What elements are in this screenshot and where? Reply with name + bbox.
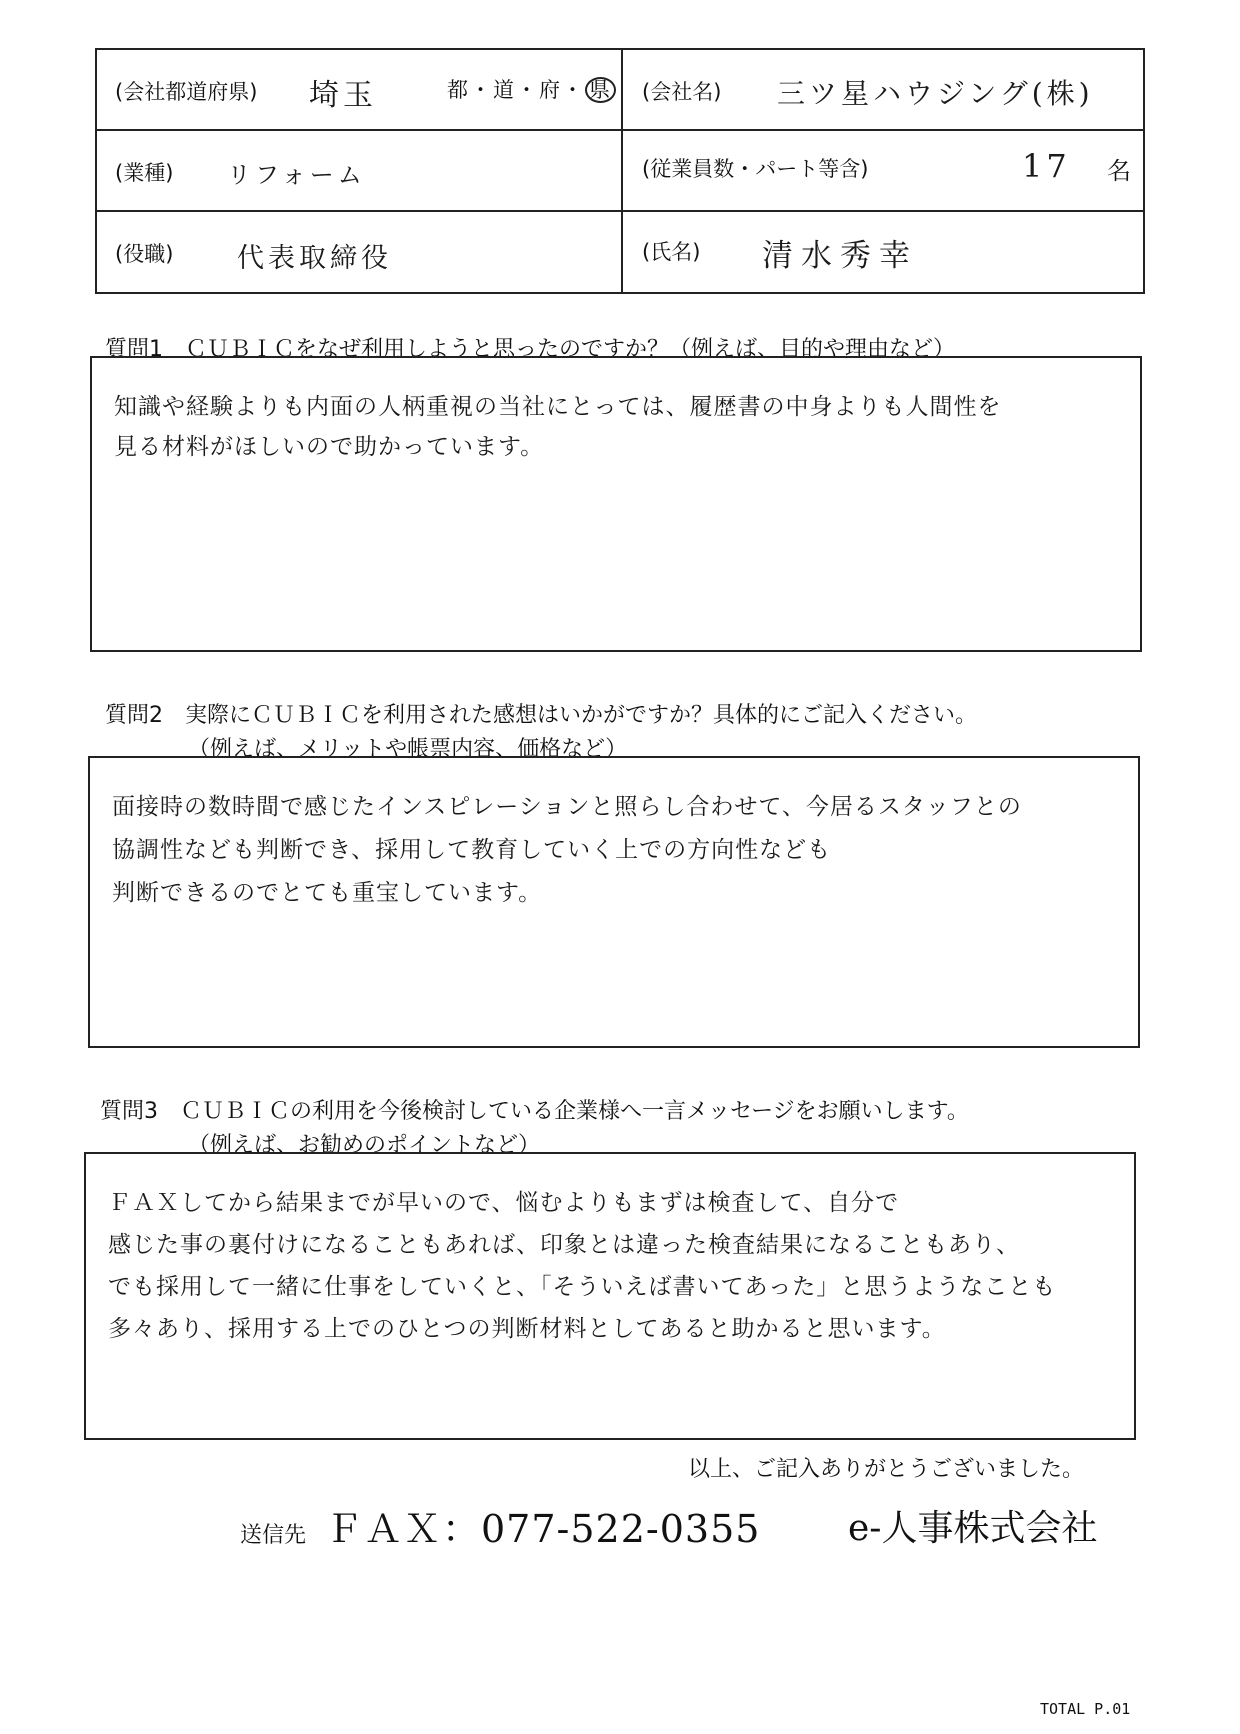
question-3-answer-line-4: 多々あり、採用する上でのひとつの判断材料としてあると助かると思います。 xyxy=(108,1316,946,1342)
question-3-answer-box xyxy=(84,1152,1136,1440)
question-2-answer-box xyxy=(88,756,1140,1048)
company-name-label: (会社名) xyxy=(642,80,722,104)
prefecture-suffix-group: 都・道・府・ 県 xyxy=(447,74,616,104)
recipient-company-name: e-人事株式会社 xyxy=(848,1508,1098,1549)
industry-value: リフォーム xyxy=(227,161,366,189)
question-3-answer-line-1: ＦＡＸしてから結果までが早いので、悩むよりもまずは検査して、自分で xyxy=(108,1190,900,1216)
prefecture-suffix-fu: 府 xyxy=(539,78,562,102)
question-1-answer-line-1: 知識や経験よりも内面の人柄重視の当社にとっては、履歴書の中身よりも人間性を xyxy=(114,394,1002,420)
question-1-answer-box xyxy=(90,356,1142,652)
full-name-value: 清水秀幸 xyxy=(762,238,918,274)
question-2-subheading: （例えば、メリットや帳票内容、価格など） xyxy=(188,737,628,762)
info-row-position-name xyxy=(97,212,1143,294)
prefecture-suffix-ken-circled: 県 xyxy=(585,77,616,103)
question-2-answer-line-1: 面接時の数時間で感じたインスピレーションと照らし合わせて、今居るスタッフとの xyxy=(112,794,1022,820)
question-2-answer-line-2: 協調性なども判断でき、採用して教育していく上での方向性なども xyxy=(112,837,832,863)
employees-label: (従業員数・パート等含) xyxy=(642,157,869,181)
question-2-answer-line-3: 判断できるのでとても重宝しています。 xyxy=(112,880,543,906)
prefecture-suffix-do: 道 xyxy=(493,78,516,102)
question-2-heading: 質問2 実際にＣＵＢＩＣを利用された感想はいかがですか？具体的にご記入ください。 xyxy=(105,703,977,728)
company-name-value: 三ツ星ハウジング(株) xyxy=(777,77,1094,110)
respondent-info-table xyxy=(95,48,1145,294)
employees-unit: 名 xyxy=(1107,157,1131,185)
position-label: (役職) xyxy=(115,242,174,266)
fax-number: ＦＡＸ：077-522-0355 xyxy=(325,1507,761,1551)
info-row-prefecture-company xyxy=(97,50,1143,131)
info-row-industry-employees xyxy=(97,131,1143,212)
position-value: 代表取締役 xyxy=(237,243,392,274)
question-3-answer-line-3: でも採用して一緒に仕事をしていくと、「そういえば書いてあった」と思うようなことも xyxy=(108,1274,1057,1300)
prefecture-label: (会社都道府県) xyxy=(115,80,258,104)
prefecture-value: 埼玉 xyxy=(309,78,377,113)
question-3-heading: 質問3 ＣＵＢＩＣの利用を今後検討している企業様へ一言メッセージをお願いします。 xyxy=(100,1099,969,1124)
question-1-answer-line-2: 見る材料がほしいので助かっています。 xyxy=(114,434,545,460)
prefecture-suffix-to: 都 xyxy=(447,78,470,102)
question-3-answer-line-2: 感じた事の裏付けになることもあれば、印象とは違った検査結果になることもあり、 xyxy=(108,1232,1020,1258)
send-to-label: 送信先 xyxy=(240,1523,307,1548)
employees-value: 17 xyxy=(1022,147,1071,185)
thanks-message: 以上、ご記入ありがとうございました。 xyxy=(688,1457,1085,1482)
fax-page-total: TOTAL P.01 xyxy=(1040,1700,1131,1718)
full-name-label: (氏名) xyxy=(642,240,701,264)
question-1-heading: 質問1 ＣＵＢＩＣをなぜ利用しようと思ったのですか？（例えば、目的や理由など） xyxy=(105,337,955,362)
question-3-subheading: （例えば、お勧めのポイントなど） xyxy=(188,1133,541,1158)
industry-label: (業種) xyxy=(115,161,174,185)
